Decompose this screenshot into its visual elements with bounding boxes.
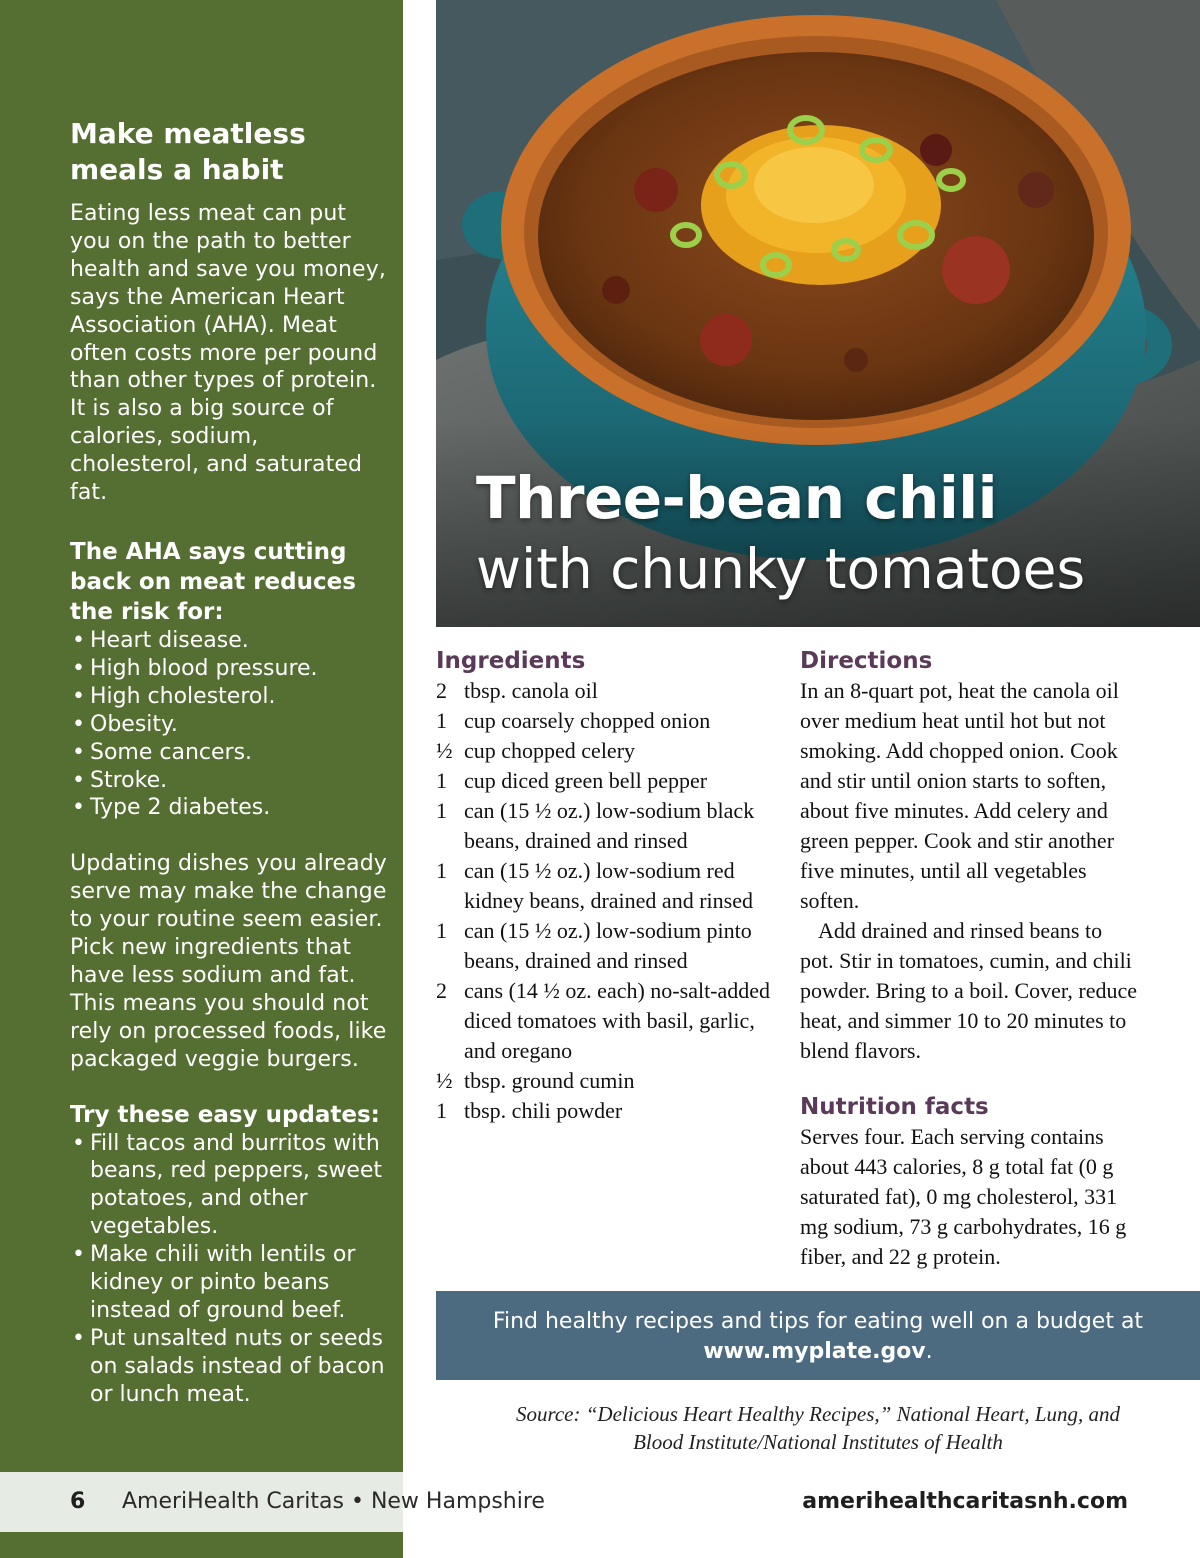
ingredient-row (436, 1096, 776, 1126)
nutrition-text: Serves four. Each serving contains about 443 calories, 8 g total fat (0 g saturated fat), 0 mg cholesterol, 331 mg sodium, 73 g carbohydrates, 16 g fiber, and 22 g protein. (800, 1124, 1127, 1269)
sidebar-title: Make meatless meals a habit (70, 117, 306, 186)
list-item: • High cholesterol. (70, 683, 390, 711)
directions-paragraph-1: In an 8-quart pot, heat the canola oil over medium heat until hot but not smoking. Add chopped onion. Cook and stir until onion starts to soften, about five minutes. Add celery and green pepper. Cook and stir another five minutes, until all vegetables soften. (800, 678, 1119, 913)
ingredient-qty: 2 (436, 678, 447, 703)
updates-list (70, 1130, 390, 1409)
directions-section (800, 646, 1140, 1272)
chili-photo (436, 0, 1200, 627)
ingredient-row (436, 676, 776, 706)
ingredient-text: can (15 ½ oz.) low-sodium pinto beans, drained and rinsed (464, 918, 752, 973)
nutrition-section (800, 1092, 1140, 1272)
ingredient-text: cup chopped celery (464, 738, 636, 763)
updating-paragraph: Updating dishes you already serve may make the change to your routine seem easier. Pick new ingredients that have less sodium and fat. This means you should not rely on processed foods, like packaged veggie burgers. (70, 851, 387, 1072)
ingredient-text: can (15 ½ oz.) low-sodium black beans, drained and rinsed (464, 798, 755, 853)
sidebar (0, 0, 403, 1558)
ingredient-qty: 1 (436, 918, 447, 943)
ingredient-row (436, 736, 776, 766)
ingredient-text: cup coarsely chopped onion (464, 708, 711, 733)
ingredient-row (436, 706, 776, 736)
ingredient-qty: 1 (436, 858, 447, 883)
banner-text: Find healthy recipes and tips for eating well on a budget at (492, 1309, 1144, 1334)
sidebar-intro: Eating less meat can put you on the path to better health and save you money, says the American Heart Association (AHA). Meat often costs more per pound than other types of protein. It is also a big source of calories, sodium, cholesterol, and saturated fat. (70, 201, 386, 506)
ingredient-qty: 1 (436, 798, 447, 823)
nutrition-heading: Nutrition facts (800, 1094, 989, 1120)
ingredient-text: tbsp. ground cumin (464, 1068, 635, 1093)
ingredient-qty: 1 (436, 768, 447, 793)
ingredients-heading: Ingredients (436, 648, 586, 674)
ingredient-row (436, 856, 776, 916)
list-item: • Put unsalted nuts or seeds on salads instead of bacon or lunch meat. (70, 1325, 390, 1409)
updates-heading: Try these easy updates: (70, 1101, 380, 1128)
source-line-2: Blood Institute/National Institutes of Health (633, 1430, 1003, 1454)
ingredient-qty: ½ (436, 738, 453, 763)
directions-heading: Directions (800, 648, 933, 674)
list-item: • Fill tacos and burritos with beans, red peppers, sweet potatoes, and other vegetables. (70, 1130, 390, 1242)
ingredient-text: cans (14 ½ oz. each) no-salt-added diced tomatoes with basil, garlic, and oregano (464, 978, 771, 1063)
source-citation (436, 1400, 1200, 1456)
banner-text-end: . (925, 1339, 933, 1364)
list-item: • Make chili with lentils or kidney or pinto beans instead of ground beef. (70, 1241, 390, 1325)
list-item: • Heart disease. (70, 627, 390, 655)
footer-brand: AmeriHealth Caritas • New Hampshire (122, 1489, 545, 1514)
list-item: • Type 2 diabetes. (70, 794, 390, 822)
ingredient-row (436, 976, 776, 1066)
ingredient-qty: 2 (436, 978, 447, 1003)
directions-paragraph-2: Add drained and rinsed beans to pot. Stir in tomatoes, cumin, and chili powder. Bring to a boil. Cover, reduce heat, and simmer 10 to 20 minutes to blend flavors. (800, 918, 1137, 1063)
sidebar-content (70, 116, 390, 1409)
source-line-1: Source: “Delicious Heart Healthy Recipes,” National Heart, Lung, and (515, 1402, 1121, 1426)
ingredients-list (436, 676, 776, 1126)
ingredient-row (436, 766, 776, 796)
ingredient-row (436, 916, 776, 976)
list-item: • Obesity. (70, 711, 390, 739)
ingredient-row (436, 1066, 776, 1096)
recipe-title-line2: with chunky tomatoes (476, 537, 1086, 601)
myplate-link[interactable]: www.myplate.gov (703, 1339, 926, 1364)
list-item: • High blood pressure. (70, 655, 390, 683)
recipe-title-line1: Three-bean chili (476, 464, 997, 532)
risk-list (70, 627, 390, 822)
recipe-title (476, 462, 1085, 604)
ingredient-qty: ½ (436, 1068, 453, 1093)
page-number: 6 (70, 1489, 86, 1514)
ingredient-text: tbsp. chili powder (464, 1098, 623, 1123)
ingredient-qty: 1 (436, 1098, 447, 1123)
myplate-banner (436, 1291, 1200, 1380)
list-item: • Some cancers. (70, 739, 390, 767)
ingredient-row (436, 796, 776, 856)
ingredient-text: cup diced green bell pepper (464, 768, 708, 793)
list-item: • Stroke. (70, 767, 390, 795)
ingredient-text: tbsp. canola oil (464, 678, 598, 703)
risk-heading: The AHA says cutting back on meat reduces the risk for: (70, 538, 356, 625)
ingredient-text: can (15 ½ oz.) low-sodium red kidney beans, drained and rinsed (464, 858, 753, 913)
ingredients-section (436, 646, 776, 1126)
ingredient-qty: 1 (436, 708, 447, 733)
footer-url-link[interactable]: amerihealthcaritasnh.com (802, 1489, 1128, 1514)
